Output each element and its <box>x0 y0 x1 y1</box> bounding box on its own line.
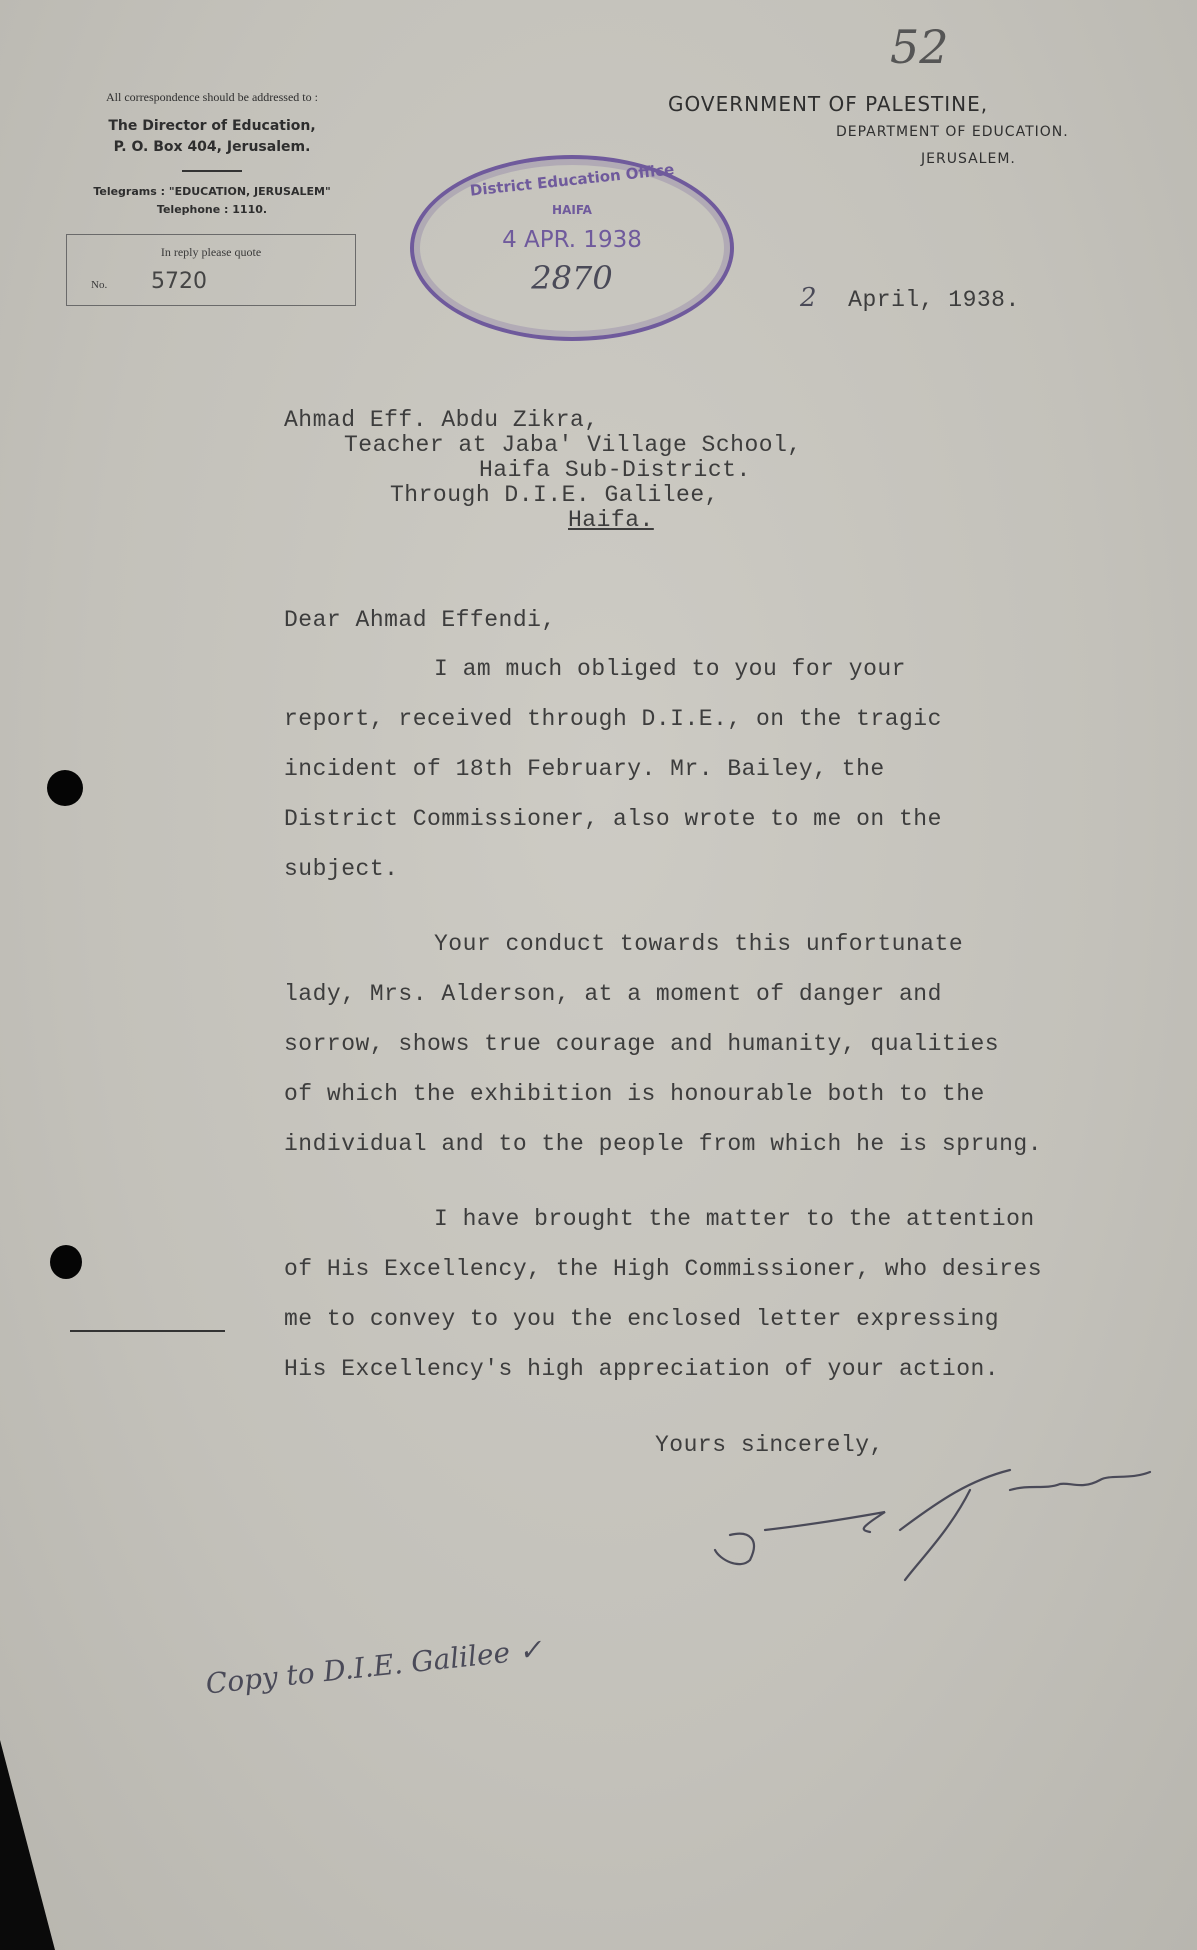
government-title: GOVERNMENT OF PALESTINE, <box>668 92 989 116</box>
district-office-stamp <box>410 155 734 341</box>
torn-corner <box>0 1740 55 1950</box>
punch-hole-top <box>47 770 83 806</box>
recipient-line-3: Haifa Sub-District. <box>479 457 751 483</box>
recipient-line-2: Teacher at Jaba' Village School, <box>344 432 802 458</box>
reply-quote-label: In reply please quote <box>160 245 262 259</box>
ref-label: No. <box>91 279 108 291</box>
p3-line-3: me to convey to you the enclosed letter expressing <box>284 1306 1000 1332</box>
stamp-place: HAIFA <box>552 203 592 217</box>
punch-hole-bottom <box>50 1245 82 1279</box>
correspondence-note: All correspondence should be addressed to : <box>106 90 318 104</box>
p1-line-5: subject. <box>284 856 399 882</box>
p3-line-2: of His Excellency, the High Commissioner, who desires <box>284 1256 1043 1282</box>
director-line: The Director of Education, <box>108 118 316 134</box>
telephone-line: Telephone : 1110. <box>156 203 268 216</box>
p1-line-3: incident of 18th February. Mr. Bailey, the <box>284 756 885 782</box>
telegrams-line: Telegrams : "EDUCATION, JERUSALEM" <box>93 185 331 198</box>
p2-line-2: lady, Mrs. Alderson, at a moment of danger and <box>284 981 942 1007</box>
header-divider <box>182 170 242 172</box>
stamp-top-text: District Education Office <box>468 160 676 200</box>
p3-line-1: I have brought the matter to the attention <box>434 1206 1035 1232</box>
stamp-number: 2870 <box>531 259 613 297</box>
recipient-line-4: Through D.I.E. Galilee, <box>390 482 719 508</box>
reply-box <box>66 234 356 306</box>
p1-line-2: report, received through D.I.E., on the tragic <box>284 706 942 732</box>
letter-date <box>800 283 1020 313</box>
p2-line-4: of which the exhibition is honourable both to the <box>284 1081 985 1107</box>
address-line: P. O. Box 404, Jerusalem. <box>113 139 311 155</box>
date-rest: April, 1938. <box>848 287 1020 313</box>
department-title: DEPARTMENT OF EDUCATION. <box>836 124 1069 140</box>
recipient-line-5: Haifa. <box>568 507 654 533</box>
p2-line-5: individual and to the people from which he is sprung. <box>284 1131 1043 1157</box>
city-title: JERUSALEM. <box>921 151 1016 167</box>
p3-line-4: His Excellency's high appreciation of your action. <box>284 1356 1000 1382</box>
closing: Yours sincerely, <box>655 1432 884 1458</box>
margin-rule <box>70 1330 225 1332</box>
p1-line-4: District Commissioner, also wrote to me on the <box>284 806 942 832</box>
p1-line-1: I am much obliged to you for your <box>434 656 906 682</box>
copy-note: Copy to D.I.E. Galilee ✓ <box>204 1632 544 1701</box>
signature <box>710 1460 1170 1590</box>
page-number: 52 <box>890 20 949 74</box>
salutation: Dear Ahmad Effendi, <box>284 607 556 633</box>
stamp-date: 4 APR. 1938 <box>502 227 642 253</box>
recipient-line-1: Ahmad Eff. Abdu Zikra, <box>284 407 599 433</box>
p2-line-1: Your conduct towards this unfortunate <box>434 931 964 957</box>
date-day: 2 <box>800 283 817 313</box>
p2-line-3: sorrow, shows true courage and humanity, qualities <box>284 1031 1000 1057</box>
ref-number: 5720 <box>151 269 207 294</box>
